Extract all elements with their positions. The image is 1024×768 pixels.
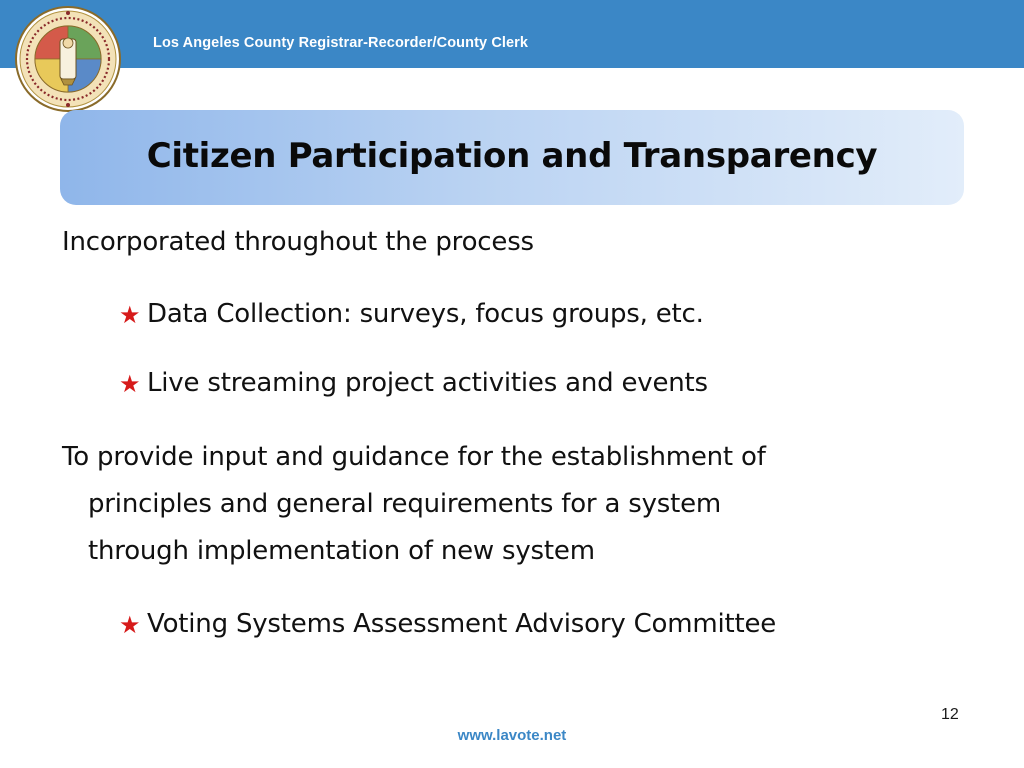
bullet-point-1: Incorporated throughout the process [62, 227, 534, 257]
bullet-point-2-line-2: principles and general requirements for a system [88, 489, 722, 519]
red-star-icon: ★ [119, 370, 141, 398]
page-number: 12 [941, 706, 959, 723]
organization-name: Los Angeles County Registrar-Recorder/County Clerk [153, 35, 529, 51]
sub-bullet-1-1: Data Collection: surveys, focus groups, etc. [147, 299, 704, 329]
county-seal-icon [14, 5, 122, 113]
red-star-icon: ★ [119, 301, 141, 329]
header-bar [0, 0, 1024, 68]
bullet-point-2-line-3: through implementation of new system [88, 536, 595, 566]
footer-website-link[interactable]: www.lavote.net [457, 727, 567, 744]
red-star-icon: ★ [119, 611, 141, 639]
sub-bullet-2-1: Voting Systems Assessment Advisory Committee [147, 609, 777, 639]
sub-bullet-1-2: Live streaming project activities and events [147, 368, 708, 398]
bullet-point-2-line-1: To provide input and guidance for the establishment of [62, 442, 766, 472]
slide-title: Citizen Participation and Transparency [146, 136, 878, 176]
